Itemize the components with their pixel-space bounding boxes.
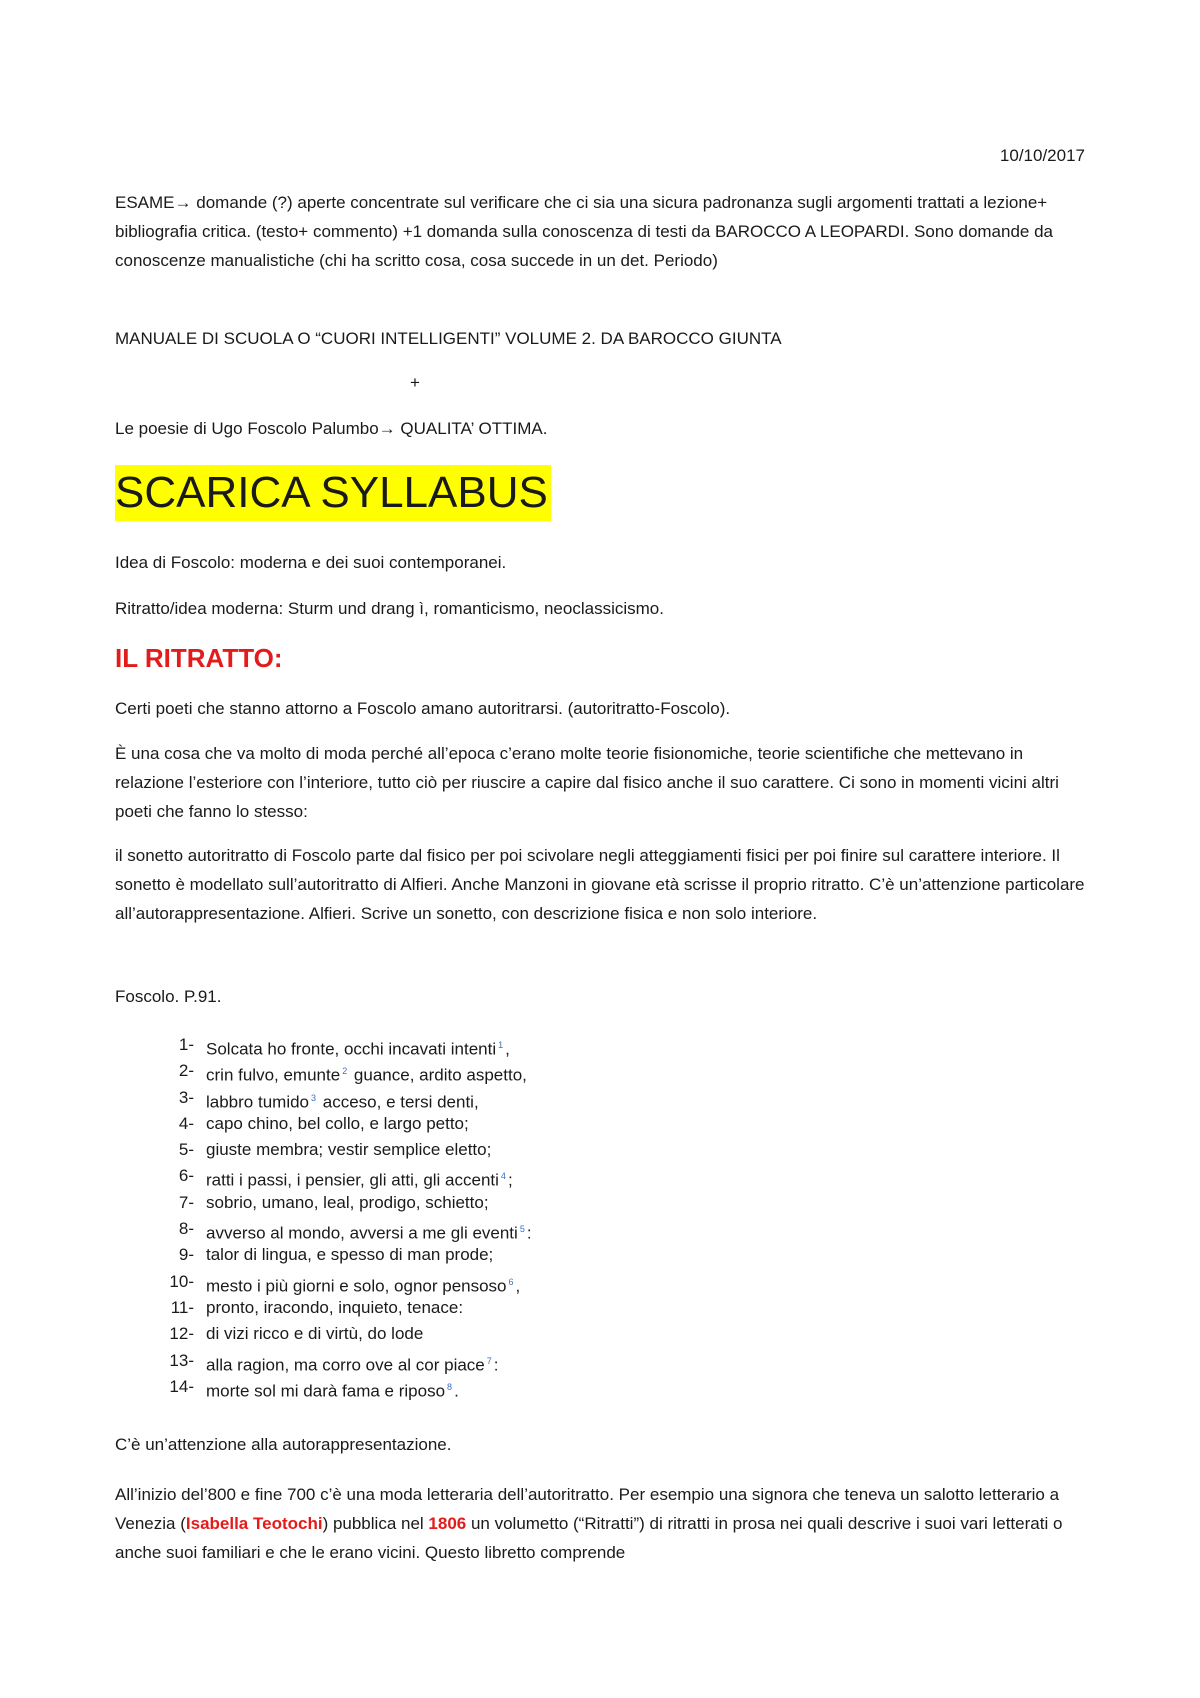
poem-verse: mesto i più giorni e solo, ognor pensoso — [206, 1276, 507, 1296]
poem-verse-tail: . — [454, 1381, 459, 1401]
poem-line — [155, 1111, 532, 1137]
poem-verse-tail: guance, ardito aspetto, — [349, 1065, 527, 1085]
foscolo-reference: Foscolo. P.91. — [115, 987, 222, 1006]
poem-line-number: 2- — [178, 1061, 194, 1081]
poem-verse: morte sol mi darà fama e riposo — [206, 1381, 446, 1401]
footnote-marker[interactable]: 6 — [508, 1276, 514, 1287]
poem-line — [155, 1085, 532, 1111]
poem-line — [155, 1295, 532, 1321]
poem-verse: avverso al mondo, avversi a me gli eventi — [206, 1223, 518, 1243]
inizio-text-a: All’inizio del’800 e fine 700 c’è una moda letteraria dell’autoritratto. Per esempio una signora che teneva un salotto letterario a Venezia ( — [115, 1485, 1060, 1533]
right-arrow-icon: → — [378, 419, 396, 438]
poem-line-text — [206, 1269, 520, 1295]
poem-line-text — [206, 1242, 493, 1268]
ritratto-idea-line: Ritratto/idea moderna: Sturm und drang ì, romanticismo, neoclassicismo. — [115, 599, 664, 618]
poem-line — [155, 1137, 532, 1163]
poem-line-number: 13- — [169, 1350, 194, 1370]
footnote-marker[interactable]: 4 — [500, 1171, 506, 1182]
poem-verse-tail: acceso, e tersi denti, — [318, 1092, 479, 1112]
poem-line-number: 5- — [178, 1140, 194, 1160]
poem-line-text — [206, 1216, 532, 1242]
inizio-text-c: un volumetto (“Ritratti”) di ritratti in prosa nei quali descrive i suoi vari letterati o anche suoi familiari e che le erano vicini. Questo libretto comprende — [115, 1514, 1063, 1562]
footnote-marker[interactable]: 5 — [519, 1224, 525, 1235]
poem-verse-tail: : — [493, 1355, 499, 1375]
document-date: 10/10/2017 — [999, 146, 1085, 165]
poem-verse: giuste membra; vestir semplice eletto; — [206, 1140, 492, 1160]
poem-line — [155, 1269, 532, 1295]
idea-line: Idea di Foscolo: moderna e dei suoi contemporanei. — [115, 553, 507, 572]
poem-line — [155, 1032, 532, 1058]
poem-verse-tail: , — [505, 1039, 510, 1059]
poem-line-text — [206, 1137, 491, 1163]
poem-verse: di vizi ricco e di virtù, do lode — [206, 1324, 424, 1344]
poem-line-text — [206, 1058, 527, 1084]
right-arrow-icon: → — [174, 193, 192, 212]
poem-verse: crin fulvo, emunte — [206, 1065, 341, 1085]
poem-line — [155, 1242, 532, 1268]
poem-line-number: 14- — [169, 1376, 194, 1396]
poesie-text: Le poesie di Ugo Foscolo Palumbo — [115, 419, 379, 438]
poem-line — [155, 1190, 532, 1216]
attenzione-line: C’è un’attenzione alla autorappresentazione. — [115, 1435, 452, 1454]
poem-verse: labbro tumido — [206, 1092, 310, 1112]
poem-line — [155, 1216, 532, 1242]
poem-verse-tail: , — [515, 1276, 521, 1296]
poem-line-number: 4- — [178, 1113, 194, 1133]
section-title: IL RITRATTO: — [115, 643, 283, 673]
poesie-rest: QUALITA’ OTTIMA. — [395, 419, 548, 438]
plus-sign: + — [410, 373, 420, 392]
poem-verse: talor di lingua, e spesso di man prode; — [206, 1245, 494, 1265]
highlighted-year: 1806 — [428, 1514, 467, 1533]
poem-verse: ratti i passi, i pensier, gli atti, gli accenti — [206, 1171, 499, 1191]
exam-paragraph — [115, 188, 1085, 275]
poem-verse-tail: ; — [507, 1171, 513, 1191]
poem-line — [155, 1321, 532, 1347]
manual-line: MANUALE DI SCUOLA O “CUORI INTELLIGENTI” VOLUME 2. DA BAROCCO GIUNTA — [115, 329, 782, 348]
footnote-marker[interactable]: 7 — [486, 1355, 492, 1366]
footnote-marker[interactable]: 8 — [447, 1381, 453, 1392]
poem-line-text — [206, 1374, 459, 1400]
footnote-marker[interactable]: 2 — [342, 1066, 348, 1077]
poem-line-text — [206, 1348, 499, 1374]
poem-verse: sobrio, umano, leal, prodigo, schietto; — [206, 1192, 489, 1212]
poem-verse-tail: : — [526, 1223, 532, 1243]
footnote-marker[interactable]: 1 — [498, 1040, 504, 1050]
footnote-marker[interactable]: 3 — [311, 1092, 317, 1103]
certi-paragraph: Certi poeti che stanno attorno a Foscolo amano autoritrarsi. (autoritratto-Foscolo). — [115, 699, 731, 718]
poem-line-number: 8- — [178, 1219, 194, 1239]
poem-verse: alla ragion, ma corro ove al cor piace — [206, 1355, 485, 1375]
poem-line-text — [206, 1163, 513, 1189]
poem-verse: Solcata ho fronte, occhi incavati intenti — [206, 1039, 497, 1059]
poem-line-number: 1- — [178, 1035, 194, 1054]
highlighted-name: Isabella Teotochi — [185, 1514, 323, 1533]
poem-line — [155, 1163, 532, 1189]
poem-line-number: 3- — [178, 1087, 194, 1107]
cosa-paragraph: È una cosa che va molto di moda perché all’epoca c’erano molte teorie fisionomiche, teorie scientifiche che mettevano in relazione l’esteriore con l’interiore, tutto ciò per riuscire a capire dal fisico anche il suo carattere. Ci sono in momenti vicini altri poeti che fanno lo stesso: — [115, 744, 1059, 821]
poem-line-text — [206, 1085, 479, 1111]
poem-line — [155, 1058, 532, 1084]
poem-line — [155, 1348, 532, 1374]
exam-text: domande (?) aperte concentrate sul verificare che ci sia una sicura padronanza sugli argomenti trattati a lezione+ bibliografia critica. (testo+ commento) +1 domanda sulla conoscenza di testi da BAROCCO A LEOPARDI. Sono domande da conoscenze manualistiche (chi ha scritto cosa, cosa succede in un det. Periodo) — [115, 193, 1054, 270]
inizio-paragraph — [115, 1480, 1085, 1567]
poem-line-number: 6- — [178, 1166, 194, 1186]
poesie-line — [115, 414, 1085, 443]
poem-line-text — [206, 1190, 489, 1216]
poem-line-number: 7- — [178, 1192, 194, 1212]
poem-line-number: 11- — [170, 1297, 194, 1317]
poem-line-number: 10- — [169, 1271, 194, 1291]
sonetto-paragraph: il sonetto autoritratto di Foscolo parte dal fisico per poi scivolare negli atteggiamenti fisici per poi finire sul carattere interiore. Il sonetto è modellato sull’autoritratto di Alfieri. Anche Manzoni in giovane età scrisse il proprio ritratto. C’è un’attenzione particolare all’autorappresentazione. Alfieri. Scrive un sonetto, con descrizione fisica e non solo interiore. — [115, 846, 1085, 923]
poem-line-number: 12- — [169, 1324, 194, 1344]
inizio-text-b: ) pubblica nel — [322, 1514, 429, 1533]
exam-lead: ESAME — [115, 193, 175, 212]
poem-line-text — [206, 1111, 469, 1137]
poem-verse: capo chino, bel collo, e largo petto; — [206, 1113, 469, 1133]
poem-line-text — [206, 1032, 510, 1058]
poem-verse: pronto, iracondo, inquieto, tenace: — [206, 1297, 464, 1317]
highlighted-title: SCARICA SYLLABUS — [115, 465, 551, 521]
poem-line-number: 9- — [178, 1245, 194, 1265]
poem-list — [155, 1032, 532, 1400]
poem-line-text — [206, 1321, 423, 1347]
poem-line-text — [206, 1295, 463, 1321]
poem-line — [155, 1374, 532, 1400]
